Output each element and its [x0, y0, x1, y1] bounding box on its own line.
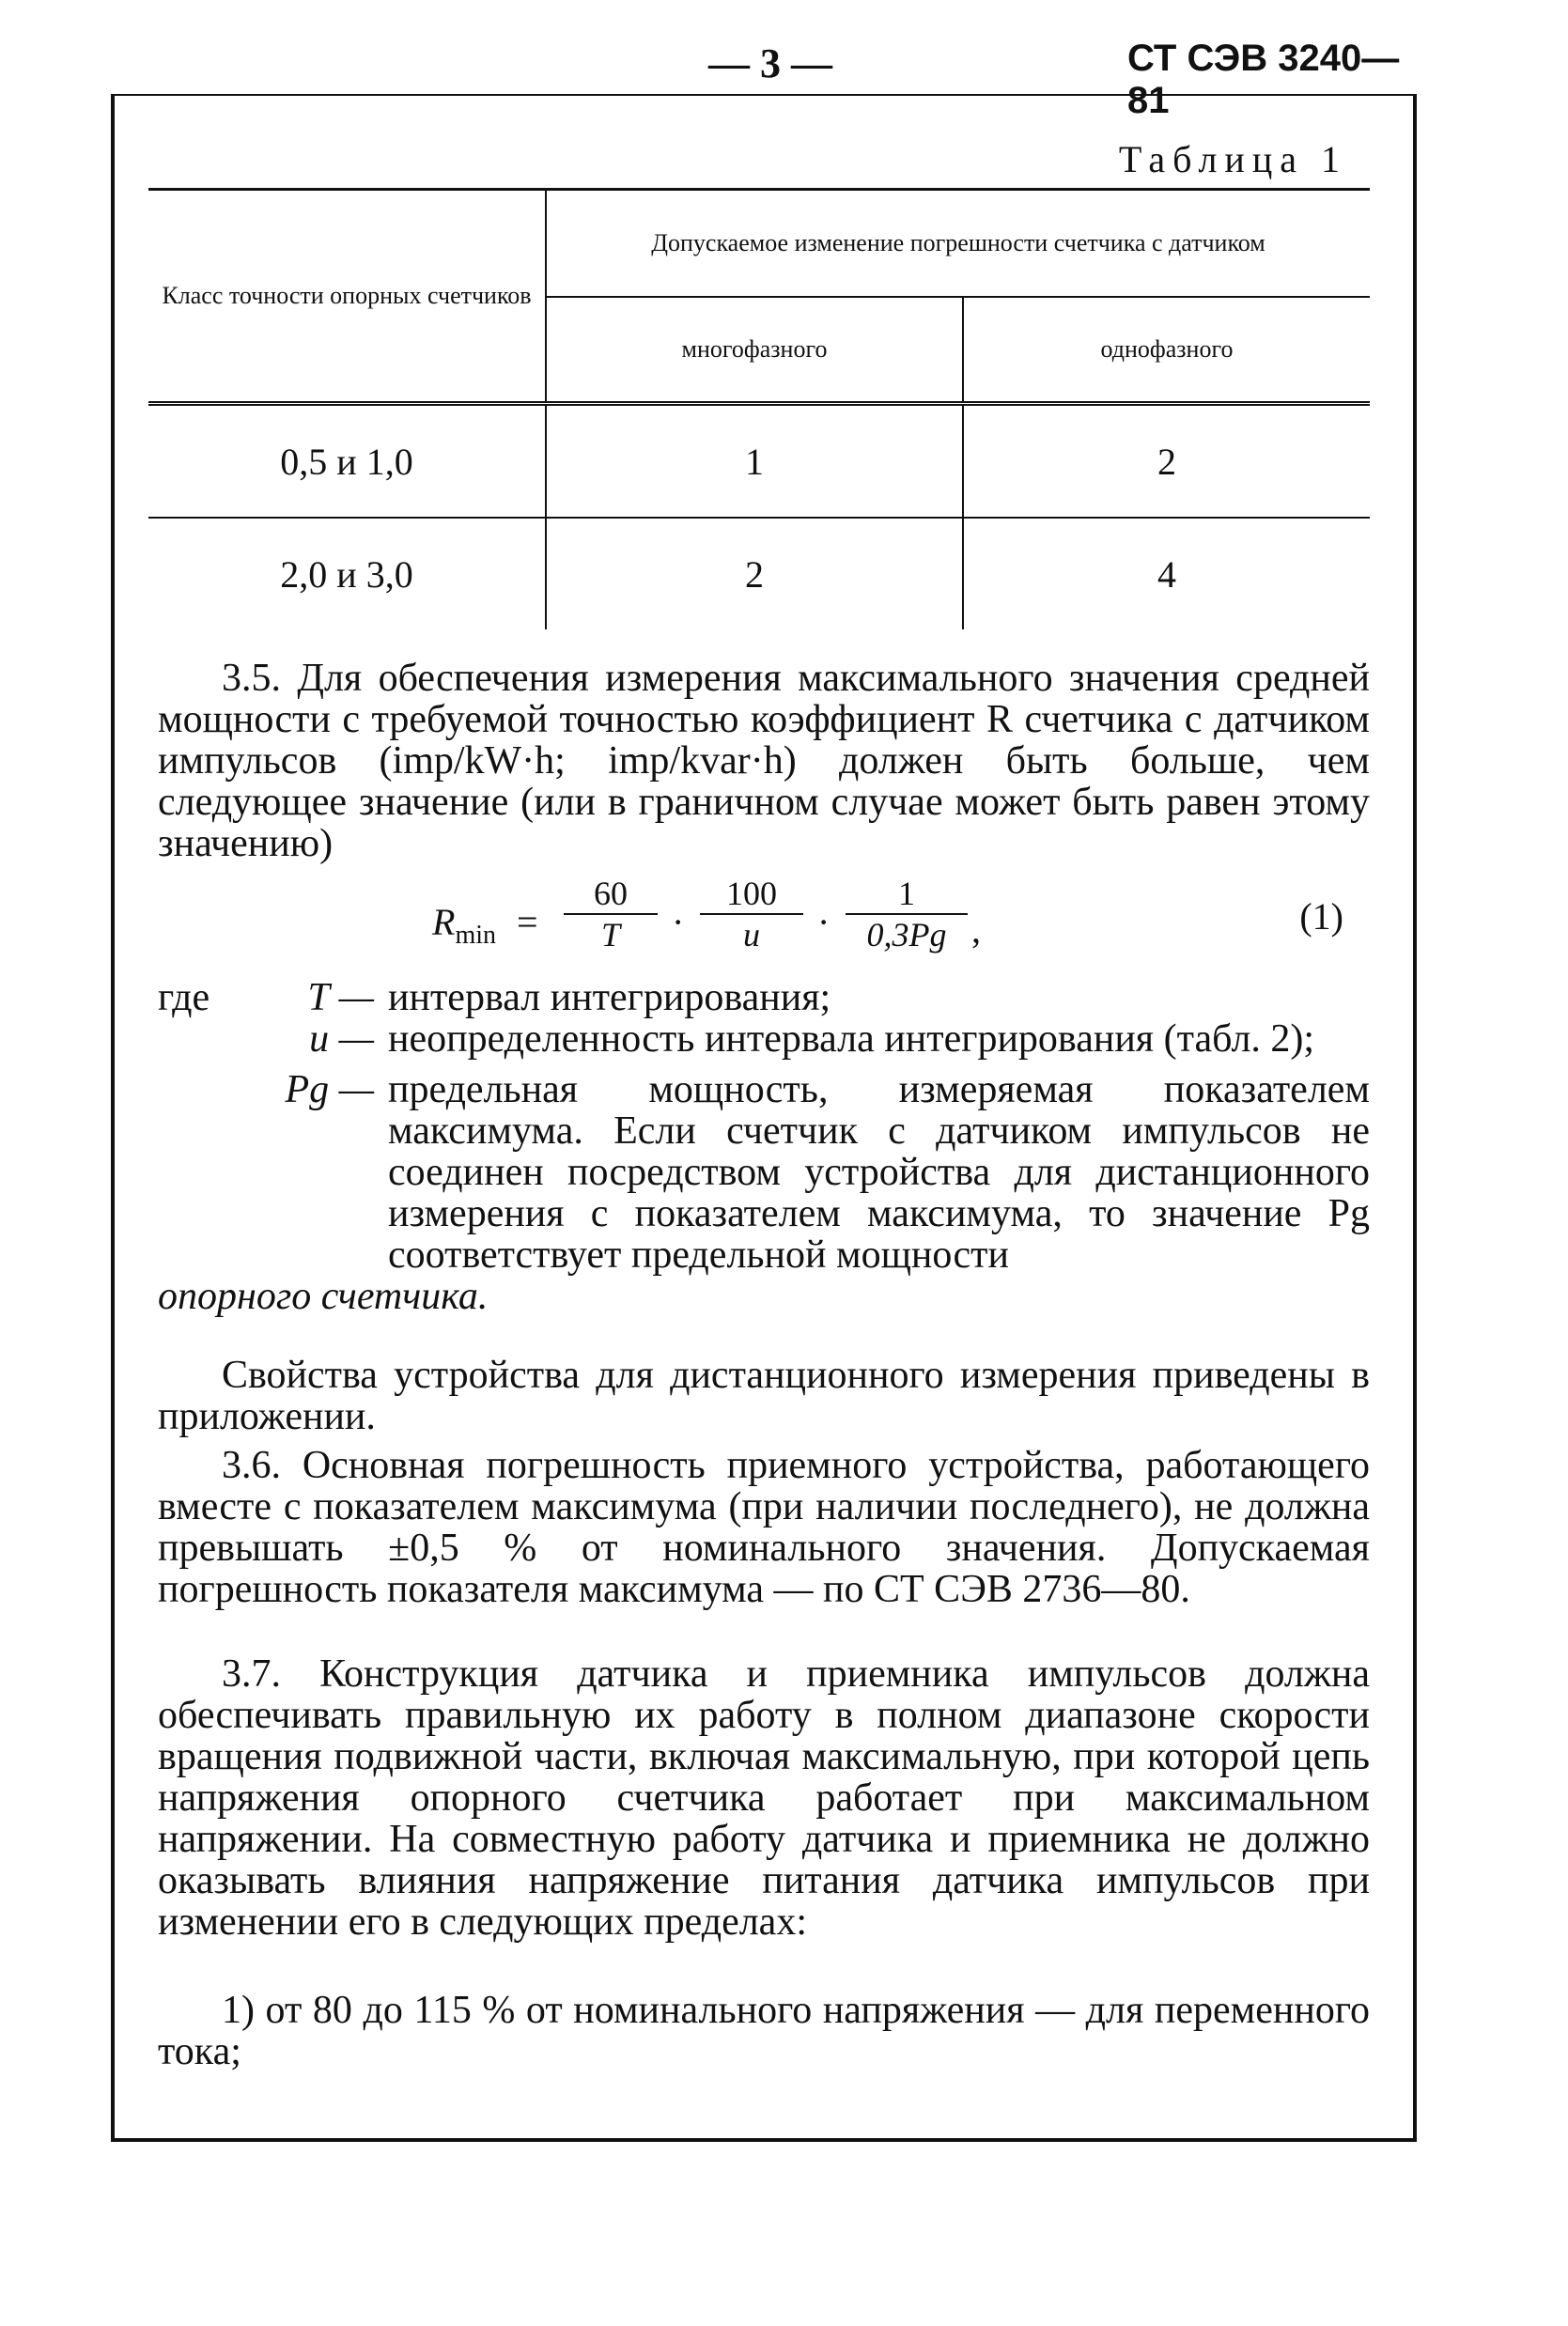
- cell-class: 2,0 и 3,0: [148, 518, 546, 629]
- where-lead: где: [158, 976, 210, 1019]
- fraction-1: $\frac{60}{T}$: [564, 874, 658, 954]
- cell-single: 2: [963, 404, 1370, 519]
- paragraph-3-6: 3.6. Основная погрешность приемного устройства, работающего вместе с показателем максимума (при наличии последнего), не должна превышать ±0,5 % от номинального значения. Допускаемая погрешность показателя максимума — по СТ СЭВ 2736—80.: [158, 1444, 1370, 1611]
- where-block: [158, 977, 1370, 1317]
- paragraph-properties: Свойства устройства для дистанционного измерения приведены в приложении.: [158, 1354, 1370, 1438]
- formula-1: [432, 874, 1372, 977]
- fraction-3: $\frac{1}{0,3Pg}$: [846, 874, 968, 954]
- where-item: T — интервал интегрирования;: [307, 976, 831, 1019]
- table-row: [148, 404, 1370, 519]
- where-item: Pg — предельная мощность, измеряемая показателем максимума. Если счетчик с датчиком импульсов не соединен посредством устройства для дистанционного измерения с показателем максимума, то значение Pg соответствует предельной мощности: [285, 1068, 1370, 1277]
- cell-multi: 2: [546, 518, 963, 629]
- table-title: Таблица 1: [1118, 138, 1347, 180]
- cell-class: 0,5 и 1,0: [148, 404, 546, 519]
- where-tail: опорного счетчика.: [158, 1275, 489, 1318]
- formula-dot: ·: [817, 901, 831, 943]
- formula-comma: ,: [971, 908, 981, 951]
- table-row: [148, 518, 1370, 629]
- paragraph-3-5: 3.5. Для обеспечения измерения максимального значения средней мощности с требуемой точностью коэффициент R счетчика с датчиком импульсов (imp/kW·h; imp/kvar·h) должен быть больше, чем следующее значение (или в граничном случае может быть равен этому значению): [158, 657, 1370, 865]
- paragraph-3-7: 3.7. Конструкция датчика и приемника импульсов должна обеспечивать правильную их работу в полном диапазоне скорости вращения подвижной части, включая максимальную, при которой цепь напряжения опорного счетчика работает при максимальном напряжении. На совместную работу датчика и приемника не должно оказывать влияния напряжение питания датчика импульсов при изменении его в следующих пределах:: [158, 1652, 1370, 1944]
- page-number: — 3 —: [708, 40, 832, 86]
- header-class: Класс точности опорных счетчиков: [148, 190, 546, 404]
- list-item-1: 1) от 80 до 115 % от номинального напряжения — для переменного тока;: [158, 1989, 1370, 2073]
- header-singlephase: однофазного: [1100, 335, 1234, 363]
- formula-lhs: $R_{min}$: [432, 901, 496, 950]
- cell-single: 4: [963, 518, 1370, 629]
- accuracy-table: [148, 188, 1370, 629]
- standard-designation: СТ СЭВ 3240—81: [1127, 38, 1400, 121]
- formula-equals: =: [517, 901, 538, 943]
- header-group: Допускаемое изменение погрешности счетчика с датчиком: [546, 190, 1370, 298]
- formula-dot: ·: [672, 901, 685, 943]
- header-multiphase: многофазного: [546, 297, 963, 404]
- fraction-2: $\frac{100}{u}$: [700, 874, 803, 954]
- where-item: u — неопределенность интервала интегрирования (табл. 2);: [309, 1017, 1315, 1061]
- equation-number: (1): [1299, 895, 1343, 938]
- cell-multi: 1: [546, 404, 963, 519]
